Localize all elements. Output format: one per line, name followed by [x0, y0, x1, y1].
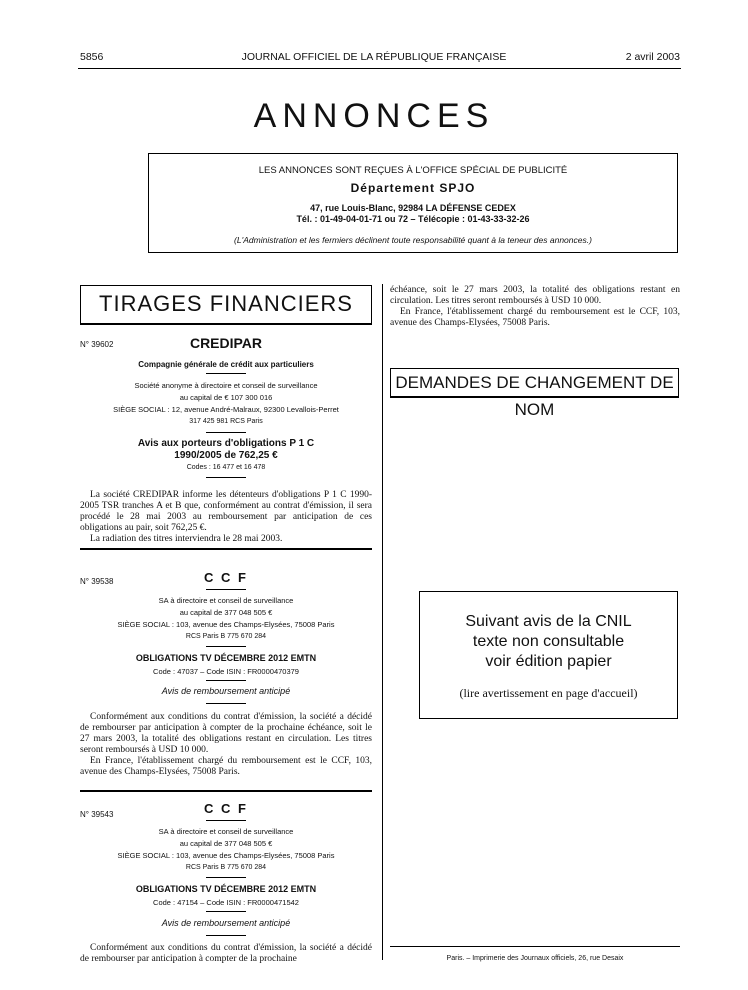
company-name: C C F [204, 570, 248, 585]
notice-title: Avis de remboursement anticipé [161, 686, 291, 696]
divider [206, 373, 246, 374]
announcement-number: N° 39543 [80, 810, 114, 819]
divider [206, 432, 246, 433]
cnil-notice-box [419, 591, 678, 719]
divider [206, 935, 246, 936]
announcement-body: Conformément aux conditions du contrat d'émission, la société a décidé de rembourser par anticipation à compter de la prochaine échéance, soit le 27 mars 2003, la totalité des obligations restant en circulation. Les titres seront remboursés à USD 10 000. En France, l'établissement chargé du remboursement est le CCF, 103, avenue des Champs-Elysées, 75008 Paris. [80, 712, 372, 777]
company-details: Société anonyme à directoire et conseil de surveillance au capital de € 107 300 016 SIÈGE SOCIAL : 12, avenue André-Malraux, 92300 Levallois-Perret 317 425 981 RCS Paris [113, 381, 339, 425]
notice-heading: Avis aux porteurs d'obligations P 1 C 1990/2005 de 762,25 € [137, 438, 315, 461]
info-phone: Tél. : 01-49-04-01-71 ou 72 – Télécopie : 01-43-33-32-26 [296, 214, 530, 224]
info-address: 47, rue Louis-Blanc, 92984 LA DÉFENSE CEDEX [310, 203, 516, 213]
notice-codes: Code : 47154 – Code ISIN : FR0000471542 [153, 898, 299, 907]
issue-date: 2 avril 2003 [625, 51, 680, 63]
announcement-rule [80, 790, 372, 792]
announcement-body: Conformément aux conditions du contrat d'émission, la société a décidé de rembourser par anticipation à compter de la prochaine [80, 943, 372, 964]
announcement-number: N° 39602 [80, 340, 114, 349]
announcement-number: N° 39538 [80, 577, 114, 586]
divider [206, 477, 246, 478]
divider [206, 820, 246, 821]
company-name: CREDIPAR [189, 335, 263, 351]
section-changement-de-nom: DEMANDES DE CHANGEMENT DE NOM [390, 368, 679, 398]
notice-heading: OBLIGATIONS TV DÉCEMBRE 2012 EMTN [135, 884, 317, 894]
company-name: C C F [204, 801, 248, 816]
divider [206, 703, 246, 704]
divider [206, 646, 246, 647]
continued-text: échéance, soit le 27 mars 2003, la totalité des obligations restant en circulation. Les titres seront remboursés à USD 10 000. En France, l'établissement chargé du remboursement est le CCF, 103, avenue des Champs-Elysées, 75008 Paris. [390, 285, 680, 328]
info-department: Département SPJO [350, 181, 476, 195]
notice-codes: Code : 47037 – Code ISIN : FR0000470379 [153, 667, 299, 676]
info-line: LES ANNONCES SONT REÇUES À L'OFFICE SPÉCIAL DE PUBLICITÉ [258, 165, 568, 176]
printer-footer: Paris. – Imprimerie des Journaux officiels, 26, rue Desaix [446, 955, 624, 962]
notice-title: Avis de remboursement anticipé [161, 918, 291, 928]
divider [206, 911, 246, 912]
cnil-message: Suivant avis de la CNIL texte non consultable voir édition papier [465, 613, 632, 670]
announcement-body: La société CREDIPAR informe les détenteurs d'obligations P 1 C 1990-2005 TSR tranches A et B que, conformément au contrat d'émission, il sera procédé le 28 mai 2003 au remboursement par anticipation de ces obligations au pair, soit 762,25 €. La radiation des titres interviendra le 28 mai 2003. [80, 490, 372, 544]
page-title: ANNONCES [253, 97, 495, 135]
section-tirages-financiers: TIRAGES FINANCIERS [80, 285, 372, 325]
notice-heading: OBLIGATIONS TV DÉCEMBRE 2012 EMTN [135, 653, 317, 663]
announcement-rule [80, 548, 372, 550]
page-number: 5856 [80, 51, 104, 63]
footer-rule [390, 946, 680, 947]
divider [206, 680, 246, 681]
divider [206, 589, 246, 590]
journal-title: JOURNAL OFFICIEL DE LA RÉPUBLIQUE FRANÇAISE [241, 51, 507, 63]
header-rule [78, 68, 681, 69]
info-box [148, 153, 678, 253]
notice-codes: Codes : 16 477 et 16 478 [186, 464, 266, 471]
company-details: SA à directoire et conseil de surveillance au capital de 377 048 505 € SIÈGE SOCIAL : 103, avenue des Champs-Elysées, 75008 Paris RCS Paris B 775 670 284 [117, 827, 335, 871]
divider [206, 877, 246, 878]
column-divider [382, 284, 383, 960]
company-subtitle: Compagnie générale de crédit aux particuliers [138, 360, 314, 369]
company-details: SA à directoire et conseil de surveillance au capital de 377 048 505 € SIÈGE SOCIAL : 103, avenue des Champs-Elysées, 75008 Paris RCS Paris B 775 670 284 [117, 596, 335, 640]
cnil-note: (lire avertissement en page d'accueil) [459, 686, 638, 700]
info-disclaimer: (L'Administration et les fermiers déclinent toute responsabilité quant à la teneur des annonces.) [234, 235, 592, 245]
